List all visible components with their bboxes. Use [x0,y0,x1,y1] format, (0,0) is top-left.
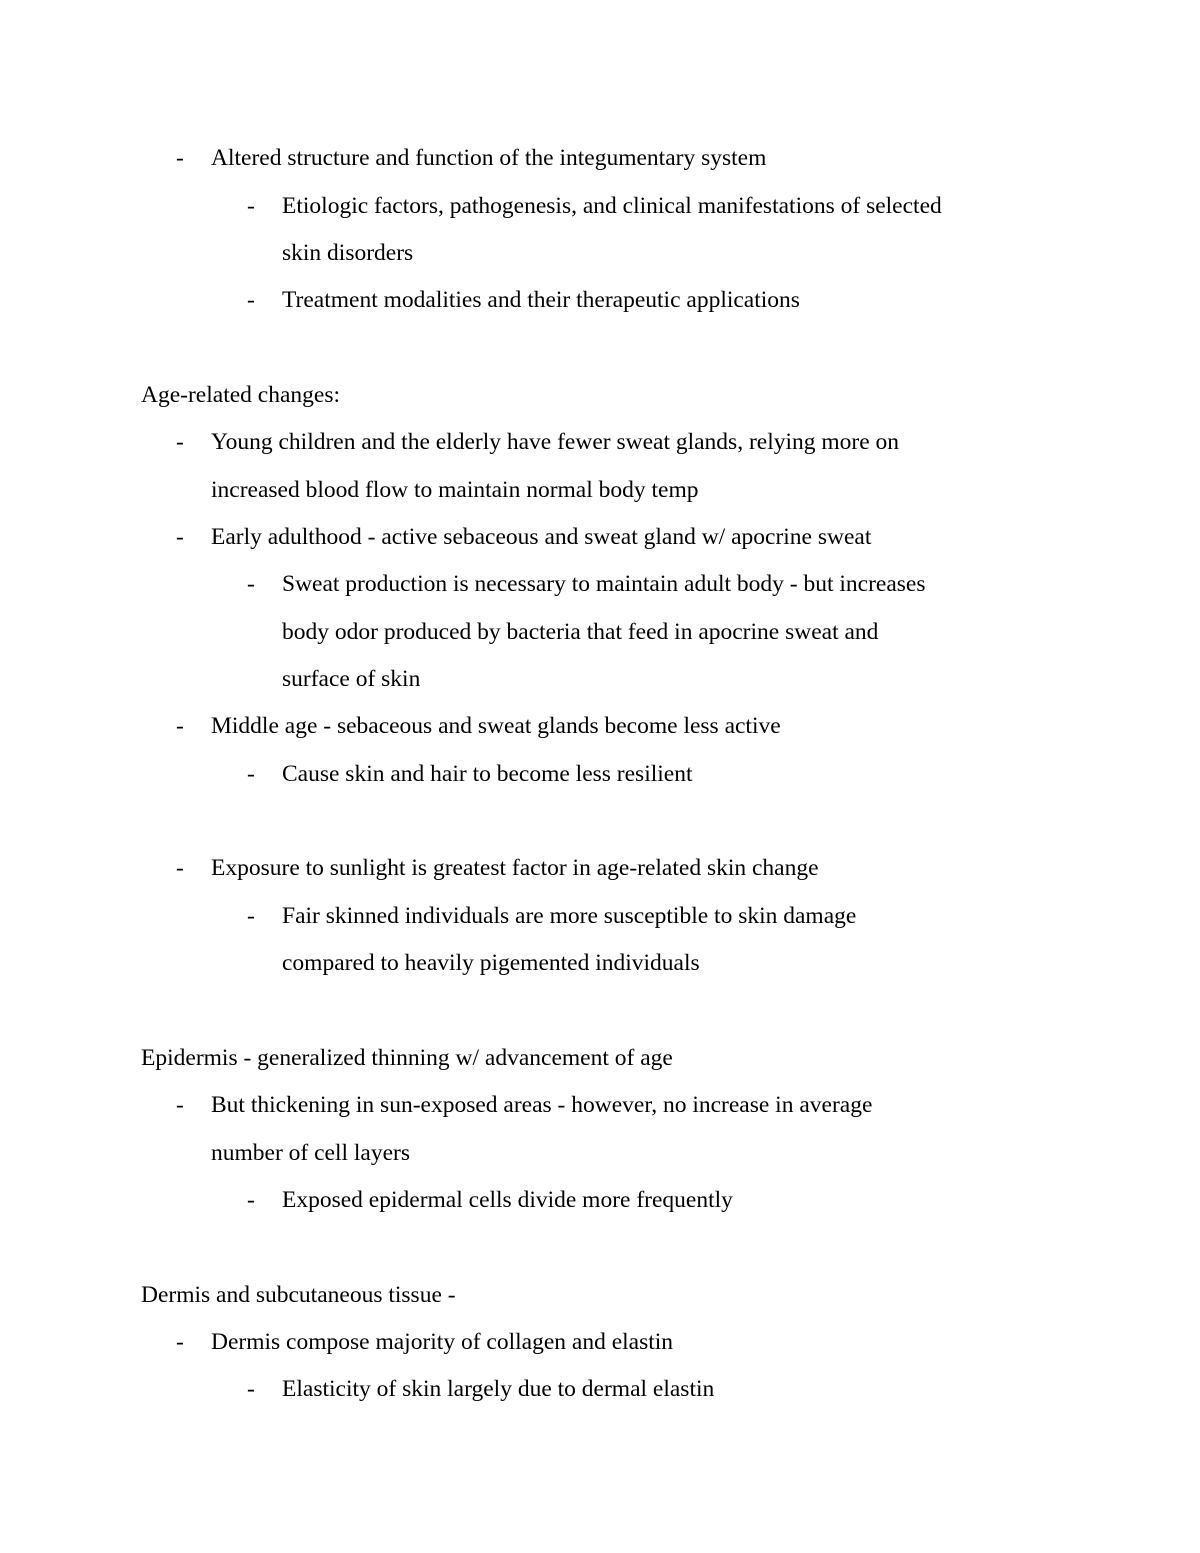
list-item-continued: number of cell layers [211,1140,411,1166]
section-heading-epidermis: Epidermis - generalized thinning w/ advancement of age [141,1045,673,1071]
bullet-dash: - [247,193,255,219]
list-item: Young children and the elderly have fewer sweat glands, relying more on [211,429,900,455]
bullet-dash: - [176,1329,184,1355]
bullet-dash: - [176,855,184,881]
list-subitem: Fair skinned individuals are more susceptible to skin damage [282,903,857,929]
bullet-dash: - [247,1187,255,1213]
list-item-continued: increased blood flow to maintain normal body temp [211,477,699,503]
intro-subitem: Treatment modalities and their therapeutic applications [282,287,800,313]
bullet-dash: - [247,571,255,597]
bullet-dash: - [176,145,184,171]
bullet-dash: - [176,524,184,550]
list-item: Dermis compose majority of collagen and elastin [211,1329,674,1355]
intro-subitem: Etiologic factors, pathogenesis, and clinical manifestations of selected [282,193,942,219]
intro-item: Altered structure and function of the integumentary system [211,145,767,171]
list-subitem: Elasticity of skin largely due to dermal elastin [282,1376,715,1402]
intro-subitem-continued: skin disorders [282,240,414,266]
list-subitem-continued: surface of skin [282,666,421,692]
list-item: Exposure to sunlight is greatest factor in age-related skin change [211,855,819,881]
bullet-dash: - [176,1092,184,1118]
list-item: Early adulthood - active sebaceous and sweat gland w/ apocrine sweat [211,524,872,550]
bullet-dash: - [247,287,255,313]
bullet-dash: - [176,713,184,739]
bullet-dash: - [247,903,255,929]
bullet-dash: - [176,429,184,455]
list-subitem-continued: compared to heavily pigemented individuals [282,950,700,976]
section-heading-age-related: Age-related changes: [141,382,340,408]
bullet-dash: - [247,761,255,787]
list-subitem: Cause skin and hair to become less resilient [282,761,693,787]
section-heading-dermis: Dermis and subcutaneous tissue - [141,1282,456,1308]
list-item: But thickening in sun-exposed areas - however, no increase in average [211,1092,873,1118]
list-subitem: Exposed epidermal cells divide more frequently [282,1187,733,1213]
list-item: Middle age - sebaceous and sweat glands become less active [211,713,781,739]
list-subitem: Sweat production is necessary to maintain adult body - but increases [282,571,926,597]
bullet-dash: - [247,1376,255,1402]
list-subitem-continued: body odor produced by bacteria that feed in apocrine sweat and [282,619,879,645]
